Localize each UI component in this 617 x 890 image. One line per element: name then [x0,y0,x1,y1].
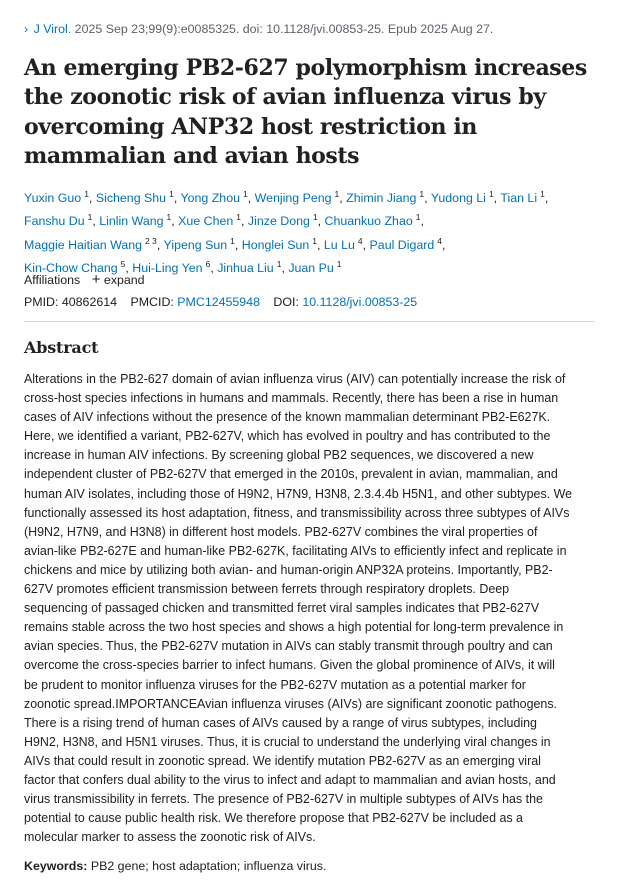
author-link[interactable]: Wenjing Peng [254,191,332,205]
pmid-value: 40862614 [61,295,118,309]
author-affiliation-number: 5 [120,259,126,270]
expand-link[interactable]: expand [103,273,145,287]
author-line [24,232,609,255]
abstract-heading: Abstract [24,338,99,357]
citation-details: . 2025 Sep 23;99(9):e0085325. doi: 10.1128/jvi.00853-25. Epub 2025 Aug 27. [67,22,494,36]
abstract-line: remains stable across the two host species and shows a high potential for long-term prevalence in [24,620,564,635]
author-link[interactable]: Yipeng Sun [163,237,228,252]
citation-line [24,22,604,36]
author-separator: , [442,237,446,252]
keywords-label: Keywords: [24,859,88,873]
author-link[interactable]: Jinze Dong [247,214,310,229]
author-affiliation-number: 1 [336,259,342,270]
journal-link[interactable]: J Virol [33,22,68,36]
author-link[interactable]: Zhimin Jiang [346,191,417,205]
author-affiliation-number: 1 [230,235,235,246]
author-link[interactable]: Fanshu Du [24,214,85,229]
doi-label: DOI: [273,295,299,309]
author-affiliation-number: 1 [488,189,494,199]
author-affiliation-number: 1 [334,189,340,199]
author-separator: , [420,214,424,229]
abstract-line: H9N2, H3N8, and H5N1 viruses. Thus, it is crucial to understand the underlying viral changes in [24,734,551,749]
author-separator: , [241,214,248,229]
author-affiliation-number: 1 [419,189,425,199]
affiliations-toggle[interactable] [24,273,145,287]
author-affiliation-number: 6 [205,259,211,270]
abstract-line: 627V promotes efficient transmission between ferrets through respiratory droplets. Deep [24,582,510,597]
author-separator: , [92,214,100,229]
abstract-line: independent cluster of PB2-627V that emerged in the 2010s, prevalent in avian, mammalian, and [24,467,558,482]
section-divider [24,321,594,322]
author-link[interactable]: Linlin Wang [99,214,164,229]
author-link[interactable]: Hui-Ling Yen [132,261,203,276]
abstract-line: potential to cause public health risk. We therefore propose that PB2-627V be included as a [24,811,523,826]
author-list [24,185,609,279]
abstract-line: factor that confers dual ability to the virus to infect and adapt to mammalian and avian hosts, and [24,772,556,787]
author-affiliation-number: 1 [84,189,89,199]
author-affiliation-number: 1 [169,189,174,199]
keywords-text: PB2 gene; host adaptation; influenza virus. [90,859,327,873]
author-separator: , [234,237,242,252]
author-link[interactable]: Maggie Haitian Wang [24,237,143,252]
author-link[interactable]: Tian Li [500,191,538,205]
abstract-line: increase in human AIV infections. By screening global PB2 sequences, we discovered a new [24,448,534,463]
abstract-line: molecular marker to assess the zoonotic risk of AIVs. [24,830,316,845]
author-link[interactable]: Yong Zhou [180,191,240,205]
author-affiliation-number: 1 [312,235,318,246]
author-link[interactable]: Yuxin Guo [24,191,82,205]
abstract-line: avian species. Thus, the PB2-627V mutation in AIVs can stably transmit through poultry and can [24,639,553,654]
abstract-line: zoonotic spread.IMPORTANCEAvian influenza viruses (AIVs) are significant zoonotic pathogens. [24,696,558,711]
chevron-right-icon[interactable]: › [24,22,29,36]
author-line [24,208,609,231]
affiliations-label: Affiliations [24,273,81,287]
author-separator: , [281,261,289,276]
author-affiliation-number: 1 [415,212,421,223]
author-link[interactable]: Jinhua Liu [217,261,274,276]
author-separator: , [493,191,501,205]
author-link[interactable]: Paul Digard [369,237,435,252]
abstract-line: human AIV isolates, including those of H9N2, H7N9, H3N8, 2.3.4.4b H5N1, and other subtypes. We [24,486,573,501]
author-separator: , [247,191,255,205]
abstract-line: functionally assessed its host adaptation, fitness, and transmissibility across three subtypes of AIVs [24,505,570,520]
author-separator: , [424,191,431,205]
author-separator: , [339,191,347,205]
abstract-line: cases of AIV infections without the presence of the known mammalian determinant PB2-E627K. [24,410,551,425]
abstract-line: There is a rising trend of human cases of AIVs caused by a range of virus subtypes, including [24,715,537,730]
author-separator: , [156,237,164,252]
pmcid-link[interactable]: PMC12455948 [177,295,260,309]
author-affiliation-number: 1 [87,212,93,223]
author-affiliation-number: 2 3 [145,235,157,246]
author-separator: , [544,191,549,205]
author-separator: , [317,237,324,252]
article-title: An emerging PB2-627 polymorphism increases the zoonotic risk of avian influenza virus by overcoming ANP32 host restriction in mammalian and avian hosts [24,55,587,170]
author-affiliation-number: 1 [236,212,242,223]
abstract-line: avian-like PB2-627E and human-like PB2-627K, facilitating AIVs to efficiently infect and replicate in [24,543,567,558]
author-separator: , [125,261,133,276]
abstract-line: Alterations in the PB2-627 domain of avian influenza virus (AIV) can potentially increase the risk of [24,372,566,386]
author-separator: , [317,214,325,229]
abstract-text [24,370,604,847]
author-separator: , [88,191,96,205]
doi-link[interactable]: 10.1128/jvi.00853-25 [302,295,418,309]
author-affiliation-number: 1 [540,189,545,199]
abstract-line: sequencing of passaged chicken and transmitted ferret viral samples indicates that PB2-627V [24,601,540,616]
author-affiliation-number: 1 [242,189,248,199]
pmid-label: PMID: [24,295,59,309]
author-affiliation-number: 1 [312,212,318,223]
article-identifiers [24,295,417,309]
abstract-line: AIVs that could result in zoonotic spread. We identify mutation PB2-627V as an emerging viral [24,753,541,768]
abstract-line: be prudent to monitor influenza viruses for the PB2-627V mutation as a potential marker for [24,677,526,692]
author-affiliation-number: 1 [166,212,172,223]
author-link[interactable]: Kin-Chow Chang [24,261,118,276]
author-link[interactable]: Chuankuo Zhao [324,214,413,229]
abstract-line: virus transmissibility in ferrets. The presence of PB2-627V in multiple subtypes of AIVs has the [24,792,543,807]
author-affiliation-number: 1 [276,259,282,270]
author-separator: , [173,191,181,205]
abstract-line: Here, we identified a variant, PB2-627V, which has evolved in poultry and has contributed to the [24,429,551,444]
author-link[interactable]: Yudong Li [430,191,486,205]
author-affiliation-number: 4 [437,235,443,246]
author-link[interactable]: Honglei Sun [241,237,310,252]
author-line [24,185,609,208]
author-affiliation-number: 4 [357,235,363,246]
keywords [24,859,326,873]
author-link[interactable]: Lu Lu [323,237,355,252]
pmcid-label: PMCID: [130,295,174,309]
author-link[interactable]: Sicheng Shu [95,191,167,205]
abstract-line: chickens and mice by utilizing both avian- and human-origin ANP32A proteins. Importantly, PB2- [24,562,553,577]
abstract-line: (H9N2, H7N9, and H3N8) in different host models. PB2-627V combines the viral properties of [24,524,538,539]
author-link[interactable]: Juan Pu [288,261,334,276]
plus-icon[interactable]: + [91,271,101,288]
abstract-line: cross-host species infections in humans and mammals. Recently, there has been a rise in human [24,391,559,406]
abstract-line: overcome the cross-species barrier to infect humans. Given the global prominence of AIVs, it will [24,658,555,673]
author-separator: , [210,261,218,276]
author-link[interactable]: Xue Chen [178,214,234,229]
author-separator: , [171,214,179,229]
author-separator: , [362,237,370,252]
